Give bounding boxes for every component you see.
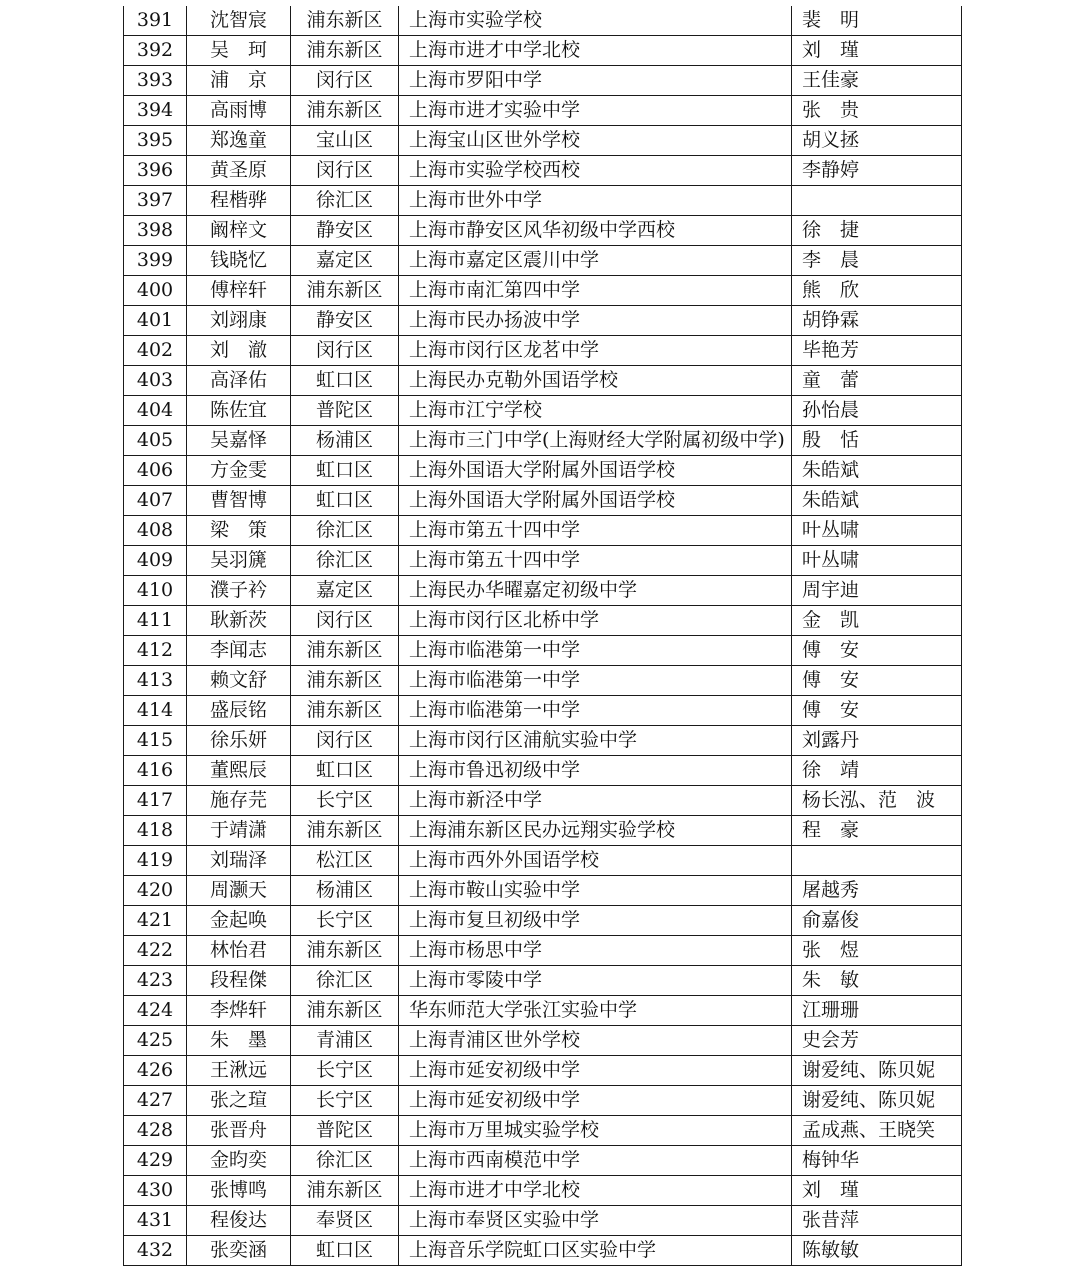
district-cell: 徐汇区 [291, 966, 399, 996]
district-cell: 徐汇区 [291, 546, 399, 576]
row-number-cell: 402 [124, 336, 187, 366]
row-number-cell: 420 [124, 876, 187, 906]
row-number-cell: 392 [124, 36, 187, 66]
student-name-cell: 徐乐妍 [187, 726, 291, 756]
district-cell: 浦东新区 [291, 636, 399, 666]
table-row [124, 1236, 962, 1266]
teacher-cell [792, 186, 962, 216]
student-name-cell: 高雨博 [187, 96, 291, 126]
student-name-cell: 张晋舟 [187, 1116, 291, 1146]
teacher-cell: 张昔萍 [792, 1206, 962, 1236]
row-number-cell: 391 [124, 6, 187, 36]
student-name-cell: 施存芫 [187, 786, 291, 816]
district-cell: 长宁区 [291, 1086, 399, 1116]
row-number-cell: 394 [124, 96, 187, 126]
school-cell: 上海市静安区风华初级中学西校 [399, 216, 792, 246]
student-name-cell: 方金雯 [187, 456, 291, 486]
teacher-cell: 李 晨 [792, 246, 962, 276]
district-cell: 闵行区 [291, 336, 399, 366]
table-row [124, 186, 962, 216]
table-row [124, 396, 962, 426]
student-name-cell: 林怡君 [187, 936, 291, 966]
student-name-cell: 曹智博 [187, 486, 291, 516]
teacher-cell: 裴 明 [792, 6, 962, 36]
school-cell: 上海市闵行区龙茗中学 [399, 336, 792, 366]
school-cell: 上海市闵行区浦航实验中学 [399, 726, 792, 756]
table-row [124, 1176, 962, 1206]
teacher-cell: 孟成燕、王晓笑 [792, 1116, 962, 1146]
teacher-cell: 傅 安 [792, 666, 962, 696]
teacher-cell: 傅 安 [792, 696, 962, 726]
row-number-cell: 422 [124, 936, 187, 966]
student-name-cell: 于靖潇 [187, 816, 291, 846]
student-name-cell: 张博鸣 [187, 1176, 291, 1206]
table-row [124, 786, 962, 816]
district-cell: 闵行区 [291, 606, 399, 636]
school-cell: 上海市零陵中学 [399, 966, 792, 996]
row-number-cell: 418 [124, 816, 187, 846]
teacher-cell: 徐 靖 [792, 756, 962, 786]
teacher-cell: 胡铮霖 [792, 306, 962, 336]
table-row [124, 366, 962, 396]
row-number-cell: 393 [124, 66, 187, 96]
teacher-cell: 程 豪 [792, 816, 962, 846]
school-cell: 上海市西外外国语学校 [399, 846, 792, 876]
district-cell: 虹口区 [291, 456, 399, 486]
row-number-cell: 407 [124, 486, 187, 516]
district-cell: 闵行区 [291, 156, 399, 186]
table-row [124, 1206, 962, 1236]
table-row [124, 1056, 962, 1086]
student-name-cell: 陈佐宜 [187, 396, 291, 426]
teacher-cell: 刘 瑾 [792, 1176, 962, 1206]
district-cell: 虹口区 [291, 1236, 399, 1266]
district-cell: 徐汇区 [291, 186, 399, 216]
table-row [124, 126, 962, 156]
school-cell: 上海市三门中学(上海财经大学附属初级中学) [399, 426, 792, 456]
district-cell: 宝山区 [291, 126, 399, 156]
student-name-cell: 郑逸童 [187, 126, 291, 156]
teacher-cell: 张 煜 [792, 936, 962, 966]
row-number-cell: 396 [124, 156, 187, 186]
school-cell: 上海市罗阳中学 [399, 66, 792, 96]
district-cell: 浦东新区 [291, 816, 399, 846]
table-row [124, 606, 962, 636]
teacher-cell: 俞嘉俊 [792, 906, 962, 936]
table-row [124, 756, 962, 786]
district-cell: 闵行区 [291, 66, 399, 96]
school-cell: 上海外国语大学附属外国语学校 [399, 486, 792, 516]
teacher-cell: 徐 捷 [792, 216, 962, 246]
school-cell: 上海市江宁学校 [399, 396, 792, 426]
student-name-cell: 王湫远 [187, 1056, 291, 1086]
table-row [124, 1116, 962, 1146]
school-cell: 上海青浦区世外学校 [399, 1026, 792, 1056]
district-cell: 杨浦区 [291, 426, 399, 456]
student-name-cell: 吴 珂 [187, 36, 291, 66]
school-cell: 上海市延安初级中学 [399, 1056, 792, 1086]
school-cell: 上海市第五十四中学 [399, 516, 792, 546]
student-name-cell: 李闻志 [187, 636, 291, 666]
student-name-cell: 濮子衿 [187, 576, 291, 606]
row-number-cell: 432 [124, 1236, 187, 1266]
row-number-cell: 425 [124, 1026, 187, 1056]
teacher-cell: 谢爱纯、陈贝妮 [792, 1086, 962, 1116]
district-cell: 虹口区 [291, 486, 399, 516]
award-list-table [123, 6, 962, 1266]
table-body [124, 6, 962, 1266]
teacher-cell: 殷 恬 [792, 426, 962, 456]
student-name-cell: 沈智宸 [187, 6, 291, 36]
student-name-cell: 浦 京 [187, 66, 291, 96]
row-number-cell: 428 [124, 1116, 187, 1146]
table-row [124, 726, 962, 756]
table-row [124, 966, 962, 996]
table-row [124, 456, 962, 486]
student-name-cell: 傅梓轩 [187, 276, 291, 306]
teacher-cell: 朱皓斌 [792, 456, 962, 486]
district-cell: 长宁区 [291, 906, 399, 936]
row-number-cell: 421 [124, 906, 187, 936]
school-cell: 上海市复旦初级中学 [399, 906, 792, 936]
school-cell: 上海市进才实验中学 [399, 96, 792, 126]
school-cell: 上海市延安初级中学 [399, 1086, 792, 1116]
table-row [124, 36, 962, 66]
teacher-cell: 金 凯 [792, 606, 962, 636]
row-number-cell: 399 [124, 246, 187, 276]
row-number-cell: 401 [124, 306, 187, 336]
table-row [124, 666, 962, 696]
district-cell: 杨浦区 [291, 876, 399, 906]
row-number-cell: 416 [124, 756, 187, 786]
teacher-cell: 史会芳 [792, 1026, 962, 1056]
teacher-cell: 熊 欣 [792, 276, 962, 306]
table-row [124, 486, 962, 516]
district-cell: 闵行区 [291, 726, 399, 756]
table-row [124, 216, 962, 246]
school-cell: 上海市闵行区北桥中学 [399, 606, 792, 636]
row-number-cell: 424 [124, 996, 187, 1026]
district-cell: 浦东新区 [291, 276, 399, 306]
district-cell: 静安区 [291, 306, 399, 336]
school-cell: 上海市临港第一中学 [399, 696, 792, 726]
row-number-cell: 427 [124, 1086, 187, 1116]
table-row [124, 816, 962, 846]
row-number-cell: 417 [124, 786, 187, 816]
teacher-cell: 朱皓斌 [792, 486, 962, 516]
school-cell: 上海市世外中学 [399, 186, 792, 216]
row-number-cell: 431 [124, 1206, 187, 1236]
teacher-cell: 叶丛啸 [792, 546, 962, 576]
school-cell: 上海市实验学校西校 [399, 156, 792, 186]
student-name-cell: 金起唤 [187, 906, 291, 936]
table-row [124, 546, 962, 576]
district-cell: 普陀区 [291, 1116, 399, 1146]
table-row [124, 66, 962, 96]
table-row [124, 906, 962, 936]
table-row [124, 516, 962, 546]
school-cell: 上海市进才中学北校 [399, 1176, 792, 1206]
district-cell: 浦东新区 [291, 666, 399, 696]
table-row [124, 576, 962, 606]
student-name-cell: 金昀奕 [187, 1146, 291, 1176]
teacher-cell: 屠越秀 [792, 876, 962, 906]
teacher-cell: 胡义拯 [792, 126, 962, 156]
school-cell: 上海民办华曜嘉定初级中学 [399, 576, 792, 606]
teacher-cell: 毕艳芳 [792, 336, 962, 366]
district-cell: 普陀区 [291, 396, 399, 426]
district-cell: 长宁区 [291, 1056, 399, 1086]
district-cell: 嘉定区 [291, 246, 399, 276]
district-cell: 浦东新区 [291, 996, 399, 1026]
student-name-cell: 张奕涵 [187, 1236, 291, 1266]
table-row [124, 996, 962, 1026]
student-name-cell: 周灏天 [187, 876, 291, 906]
row-number-cell: 409 [124, 546, 187, 576]
table-row [124, 276, 962, 306]
school-cell: 上海市临港第一中学 [399, 636, 792, 666]
district-cell: 青浦区 [291, 1026, 399, 1056]
teacher-cell: 谢爱纯、陈贝妮 [792, 1056, 962, 1086]
student-name-cell: 高泽佑 [187, 366, 291, 396]
row-number-cell: 398 [124, 216, 187, 246]
teacher-cell: 叶丛啸 [792, 516, 962, 546]
school-cell: 上海市民办扬波中学 [399, 306, 792, 336]
school-cell: 上海浦东新区民办远翔实验学校 [399, 816, 792, 846]
school-cell: 上海市临港第一中学 [399, 666, 792, 696]
teacher-cell: 周宇迪 [792, 576, 962, 606]
table-row [124, 876, 962, 906]
row-number-cell: 400 [124, 276, 187, 306]
school-cell: 上海市西南模范中学 [399, 1146, 792, 1176]
teacher-cell: 王佳豪 [792, 66, 962, 96]
row-number-cell: 403 [124, 366, 187, 396]
row-number-cell: 411 [124, 606, 187, 636]
student-name-cell: 梁 策 [187, 516, 291, 546]
school-cell: 上海市第五十四中学 [399, 546, 792, 576]
district-cell: 浦东新区 [291, 1176, 399, 1206]
row-number-cell: 410 [124, 576, 187, 606]
table-row [124, 936, 962, 966]
row-number-cell: 414 [124, 696, 187, 726]
row-number-cell: 423 [124, 966, 187, 996]
row-number-cell: 413 [124, 666, 187, 696]
district-cell: 徐汇区 [291, 516, 399, 546]
district-cell: 浦东新区 [291, 96, 399, 126]
table-row [124, 156, 962, 186]
row-number-cell: 430 [124, 1176, 187, 1206]
student-name-cell: 阚梓文 [187, 216, 291, 246]
row-number-cell: 397 [124, 186, 187, 216]
student-name-cell: 李烨轩 [187, 996, 291, 1026]
row-number-cell: 406 [124, 456, 187, 486]
row-number-cell: 405 [124, 426, 187, 456]
teacher-cell: 张 贵 [792, 96, 962, 126]
student-name-cell: 盛辰铭 [187, 696, 291, 726]
student-name-cell: 耿新茨 [187, 606, 291, 636]
teacher-cell: 朱 敏 [792, 966, 962, 996]
teacher-cell: 梅钟华 [792, 1146, 962, 1176]
school-cell: 上海市实验学校 [399, 6, 792, 36]
district-cell: 浦东新区 [291, 6, 399, 36]
table-row [124, 336, 962, 366]
student-name-cell: 程俊达 [187, 1206, 291, 1236]
table-row [124, 846, 962, 876]
district-cell: 浦东新区 [291, 36, 399, 66]
row-number-cell: 408 [124, 516, 187, 546]
student-name-cell: 吴羽篪 [187, 546, 291, 576]
teacher-cell: 童 蕾 [792, 366, 962, 396]
teacher-cell: 刘露丹 [792, 726, 962, 756]
student-name-cell: 刘瑞泽 [187, 846, 291, 876]
table-row [124, 1086, 962, 1116]
student-name-cell: 段程傑 [187, 966, 291, 996]
school-cell: 上海市新泾中学 [399, 786, 792, 816]
table-row [124, 1026, 962, 1056]
district-cell: 浦东新区 [291, 936, 399, 966]
district-cell: 虹口区 [291, 366, 399, 396]
school-cell: 上海市鲁迅初级中学 [399, 756, 792, 786]
school-cell: 上海市进才中学北校 [399, 36, 792, 66]
teacher-cell [792, 846, 962, 876]
teacher-cell: 傅 安 [792, 636, 962, 666]
student-name-cell: 钱晓忆 [187, 246, 291, 276]
teacher-cell: 李静婷 [792, 156, 962, 186]
school-cell: 上海民办克勒外国语学校 [399, 366, 792, 396]
student-name-cell: 董熙辰 [187, 756, 291, 786]
school-cell: 上海市南汇第四中学 [399, 276, 792, 306]
student-name-cell: 张之瑄 [187, 1086, 291, 1116]
school-cell: 上海宝山区世外学校 [399, 126, 792, 156]
district-cell: 静安区 [291, 216, 399, 246]
student-name-cell: 刘 澈 [187, 336, 291, 366]
teacher-cell: 陈敏敏 [792, 1236, 962, 1266]
row-number-cell: 395 [124, 126, 187, 156]
school-cell: 上海市万里城实验学校 [399, 1116, 792, 1146]
teacher-cell: 杨长泓、范 波 [792, 786, 962, 816]
table-row [124, 1146, 962, 1176]
student-name-cell: 朱 墨 [187, 1026, 291, 1056]
district-cell: 长宁区 [291, 786, 399, 816]
row-number-cell: 419 [124, 846, 187, 876]
school-cell: 上海市嘉定区震川中学 [399, 246, 792, 276]
district-cell: 奉贤区 [291, 1206, 399, 1236]
district-cell: 虹口区 [291, 756, 399, 786]
row-number-cell: 404 [124, 396, 187, 426]
school-cell: 华东师范大学张江实验中学 [399, 996, 792, 1026]
table-row [124, 696, 962, 726]
table-row [124, 6, 962, 36]
school-cell: 上海外国语大学附属外国语学校 [399, 456, 792, 486]
teacher-cell: 孙怡晨 [792, 396, 962, 426]
student-name-cell: 吴嘉怿 [187, 426, 291, 456]
district-cell: 松江区 [291, 846, 399, 876]
table-row [124, 96, 962, 126]
district-cell: 浦东新区 [291, 696, 399, 726]
student-name-cell: 黄圣原 [187, 156, 291, 186]
school-cell: 上海市奉贤区实验中学 [399, 1206, 792, 1236]
school-cell: 上海市杨思中学 [399, 936, 792, 966]
district-cell: 徐汇区 [291, 1146, 399, 1176]
table-row [124, 636, 962, 666]
table-row [124, 306, 962, 336]
teacher-cell: 刘 瑾 [792, 36, 962, 66]
student-name-cell: 刘翊康 [187, 306, 291, 336]
student-name-cell: 赖文舒 [187, 666, 291, 696]
row-number-cell: 429 [124, 1146, 187, 1176]
row-number-cell: 415 [124, 726, 187, 756]
school-cell: 上海音乐学院虹口区实验中学 [399, 1236, 792, 1266]
row-number-cell: 426 [124, 1056, 187, 1086]
row-number-cell: 412 [124, 636, 187, 666]
district-cell: 嘉定区 [291, 576, 399, 606]
teacher-cell: 江珊珊 [792, 996, 962, 1026]
student-name-cell: 程楷骅 [187, 186, 291, 216]
table-row [124, 246, 962, 276]
table-row [124, 426, 962, 456]
school-cell: 上海市鞍山实验中学 [399, 876, 792, 906]
